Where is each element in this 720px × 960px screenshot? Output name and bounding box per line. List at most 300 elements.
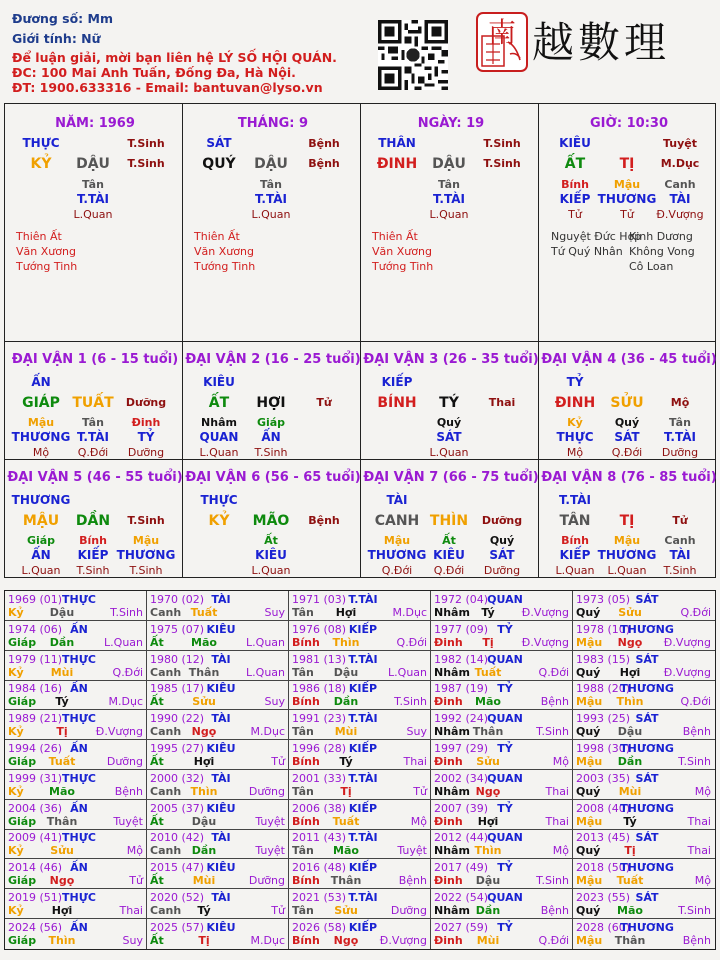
year-chi: Mùi bbox=[618, 784, 642, 798]
year-label: 2005 (37) bbox=[150, 801, 205, 815]
year-chi: Hợi bbox=[619, 665, 641, 679]
pillar-top-state: T.Sinh bbox=[483, 137, 521, 150]
year-cell[interactable] bbox=[289, 591, 431, 621]
year-cell[interactable] bbox=[573, 800, 715, 830]
year-cell[interactable] bbox=[431, 740, 573, 770]
year-cell[interactable] bbox=[573, 651, 715, 681]
year-cell[interactable] bbox=[147, 651, 289, 681]
year-chi: Ngọ bbox=[475, 784, 501, 798]
year-chi: Thân bbox=[472, 725, 504, 739]
year-star: TỶ bbox=[497, 861, 513, 875]
dai-van-can: MẬU bbox=[22, 513, 60, 529]
year-label: 2021 (53) bbox=[292, 891, 347, 904]
year-star: SÁT bbox=[635, 652, 659, 666]
pillar-chi-state: T.Sinh bbox=[483, 157, 521, 170]
year-cell[interactable] bbox=[147, 710, 289, 740]
year-state: Mộ bbox=[552, 755, 569, 768]
year-chi: Tị bbox=[624, 844, 636, 858]
dai-van-can: GIÁP bbox=[22, 395, 60, 411]
year-cell[interactable] bbox=[289, 651, 431, 681]
year-cell[interactable] bbox=[289, 889, 431, 919]
year-star: KIÊU bbox=[206, 920, 236, 934]
pillar-top-star: SÁT bbox=[206, 136, 232, 150]
year-chi: Tý bbox=[481, 606, 495, 619]
pillar-hidden-state: Tử bbox=[568, 208, 582, 221]
year-chi: Thìn bbox=[616, 695, 644, 709]
pillar-special-star: Thiên Ất bbox=[16, 230, 62, 243]
year-chi: Thân bbox=[188, 665, 220, 679]
year-star: QUAN bbox=[487, 712, 523, 726]
dai-van-hidden-can: Giáp bbox=[26, 534, 56, 547]
year-cell[interactable] bbox=[573, 770, 715, 800]
dai-van-hidden-can: Quý bbox=[489, 534, 515, 547]
year-state: Q.Đới bbox=[538, 933, 569, 947]
year-star: KIẾP bbox=[348, 742, 378, 755]
year-star: QUAN bbox=[487, 593, 523, 606]
year-state: T.Sinh bbox=[536, 725, 569, 739]
year-can: Canh bbox=[150, 904, 182, 917]
year-state: Q.Đới bbox=[680, 695, 711, 709]
year-can: Đinh bbox=[434, 814, 463, 828]
year-cell[interactable] bbox=[289, 770, 431, 800]
year-label: 1987 (19) bbox=[434, 682, 489, 696]
year-state: Đ.Vượng bbox=[521, 635, 569, 649]
year-label: 2006 (38) bbox=[292, 801, 347, 815]
dai-van-top-star: KIÊU bbox=[203, 375, 235, 389]
pillar-special-star: Tứ Quý Nhân bbox=[551, 245, 623, 258]
year-chi: Dần bbox=[333, 695, 359, 709]
year-cell[interactable] bbox=[5, 889, 147, 919]
year-cell[interactable] bbox=[289, 800, 431, 830]
year-cell[interactable] bbox=[5, 770, 147, 800]
dai-van-hidden-star: THƯƠNG bbox=[11, 430, 71, 444]
dai-van-hidden-can: Mậu bbox=[27, 416, 55, 429]
year-can: Tân bbox=[292, 784, 314, 798]
dai-van-hidden-star: KIÊU bbox=[433, 548, 465, 562]
year-cell[interactable] bbox=[573, 919, 715, 949]
year-star: THƯƠNG bbox=[620, 861, 674, 875]
year-cell[interactable] bbox=[431, 889, 573, 919]
year-cell[interactable] bbox=[431, 829, 573, 859]
year-label: 1981 (13) bbox=[292, 652, 347, 666]
dai-van-hidden-state: Q.Đới bbox=[611, 446, 643, 459]
year-can: Bính bbox=[292, 695, 320, 709]
dai-van-hidden-can: Mậu bbox=[613, 534, 641, 547]
year-label: 2010 (42) bbox=[150, 831, 205, 845]
year-cell[interactable] bbox=[147, 740, 289, 770]
year-state: Thai bbox=[687, 814, 711, 828]
year-cell[interactable] bbox=[147, 919, 289, 949]
dai-van-hidden-state: L.Quan bbox=[555, 564, 595, 577]
pillar-special-star: Văn Xương bbox=[16, 245, 76, 258]
year-chi: Thân bbox=[614, 933, 646, 947]
year-state: Bệnh bbox=[398, 874, 427, 888]
pillar-title: NĂM: 1969 bbox=[55, 116, 135, 131]
year-cell[interactable] bbox=[431, 591, 573, 621]
year-label: 2025 (57) bbox=[150, 920, 205, 934]
year-cell[interactable] bbox=[431, 621, 573, 651]
dai-van-hidden-state: Q.Đới bbox=[381, 564, 413, 577]
year-can: Mậu bbox=[576, 814, 603, 828]
year-star: QUAN bbox=[487, 891, 523, 904]
year-star: ẤN bbox=[70, 682, 88, 696]
pillar-special-star: Tướng Tinh bbox=[372, 260, 434, 273]
year-star: TÀI bbox=[211, 652, 231, 666]
year-chi: Hợi bbox=[51, 904, 73, 917]
dai-van-state: Mộ bbox=[670, 396, 690, 409]
year-chi: Dần bbox=[475, 904, 501, 917]
dai-van-hidden-state: Dưỡng bbox=[661, 446, 699, 459]
year-can: Giáp bbox=[8, 814, 37, 828]
year-label: 2028 (60) bbox=[576, 920, 631, 934]
year-cell[interactable] bbox=[289, 710, 431, 740]
pillar-hidden-star: THƯƠNG bbox=[597, 192, 657, 206]
year-can: Kỷ bbox=[8, 784, 24, 798]
year-chi: Tý bbox=[623, 814, 637, 828]
year-state: Tuyệt bbox=[113, 814, 143, 828]
year-chi: Dần bbox=[49, 635, 75, 649]
year-label: 2017 (49) bbox=[434, 861, 489, 875]
year-can: Giáp bbox=[8, 933, 37, 947]
year-label: 1996 (28) bbox=[292, 742, 347, 755]
year-state: Mộ bbox=[126, 844, 143, 858]
dai-van-can: CANH bbox=[374, 513, 420, 529]
year-star: ẤN bbox=[70, 742, 88, 755]
year-cell[interactable] bbox=[431, 859, 573, 889]
year-chi: Tuất bbox=[332, 814, 360, 828]
year-chi: Tuất bbox=[474, 665, 502, 679]
year-state: M.Dục bbox=[392, 606, 427, 619]
dai-van-state: Bệnh bbox=[308, 514, 340, 527]
year-can: Canh bbox=[150, 665, 182, 679]
dai-van-chi: TUẤT bbox=[72, 395, 114, 411]
year-cell[interactable] bbox=[431, 919, 573, 949]
year-cell[interactable] bbox=[147, 859, 289, 889]
year-star: THƯƠNG bbox=[620, 801, 674, 815]
year-label: 1970 (02) bbox=[150, 593, 205, 606]
year-can: Kỷ bbox=[8, 725, 24, 739]
year-can: Đinh bbox=[434, 874, 463, 888]
year-star: THỰC bbox=[62, 891, 96, 904]
year-label: 1983 (15) bbox=[576, 652, 631, 666]
dai-van-hidden-state: T.Sinh bbox=[129, 564, 163, 577]
dai-van-hidden-star: SÁT bbox=[614, 430, 640, 444]
year-chi: Tị bbox=[482, 635, 494, 649]
year-cell[interactable] bbox=[431, 710, 573, 740]
year-label: 1980 (12) bbox=[150, 652, 205, 666]
year-star: THỰC bbox=[62, 831, 96, 845]
year-cell[interactable] bbox=[147, 829, 289, 859]
year-label: 2014 (46) bbox=[8, 861, 63, 875]
dai-van-hidden-can: Đinh bbox=[131, 416, 161, 429]
year-can: Bính bbox=[292, 933, 320, 947]
year-chi: Mão bbox=[333, 844, 359, 858]
year-state: Suy bbox=[264, 695, 285, 709]
dai-van-hidden-star: ẤN bbox=[31, 548, 51, 562]
dai-van-can: TÂN bbox=[559, 513, 591, 529]
pillar-hidden-star: T.TÀI bbox=[433, 192, 465, 206]
year-star: SÁT bbox=[635, 831, 659, 845]
year-cell[interactable] bbox=[289, 680, 431, 710]
year-state: Bệnh bbox=[540, 695, 569, 709]
year-cell[interactable] bbox=[5, 621, 147, 651]
pillar-special-star: Văn Xương bbox=[372, 245, 432, 258]
year-label: 2024 (56) bbox=[8, 920, 63, 934]
dai-van-hidden-star: THỰC bbox=[556, 430, 594, 444]
year-cell[interactable] bbox=[289, 740, 431, 770]
year-state: Bệnh bbox=[682, 725, 711, 739]
year-cell[interactable] bbox=[573, 680, 715, 710]
year-cell[interactable] bbox=[431, 800, 573, 830]
year-label: 2019 (51) bbox=[8, 891, 63, 904]
pillar-top-state: Bệnh bbox=[308, 137, 340, 150]
year-label: 2007 (39) bbox=[434, 801, 489, 815]
year-chi: Thìn bbox=[332, 635, 360, 649]
dai-van-state: Dưỡng bbox=[481, 514, 523, 527]
year-label: 1995 (27) bbox=[150, 742, 205, 755]
year-can: Bính bbox=[292, 755, 320, 768]
year-label: 1990 (22) bbox=[150, 712, 205, 726]
pillar-special-star: Tướng Tinh bbox=[194, 260, 256, 273]
year-cell[interactable] bbox=[5, 829, 147, 859]
year-label: 1999 (31) bbox=[8, 771, 63, 785]
year-cell[interactable] bbox=[573, 621, 715, 651]
year-can: Mậu bbox=[576, 874, 603, 888]
year-cell[interactable] bbox=[5, 651, 147, 681]
year-cell[interactable] bbox=[5, 800, 147, 830]
dai-van-can: BÍNH bbox=[377, 395, 417, 411]
pillar-special-star: Thiên Ất bbox=[194, 230, 240, 243]
dai-van-hidden-can: Mậu bbox=[132, 534, 160, 547]
year-can: Quý bbox=[576, 665, 601, 679]
year-label: 1975 (07) bbox=[150, 622, 205, 636]
year-can: Nhâm bbox=[434, 725, 470, 739]
year-chi: Mão bbox=[49, 784, 75, 798]
dai-van-top-star: TÀI bbox=[386, 493, 408, 507]
year-can: Tân bbox=[292, 844, 314, 858]
pillar-hidden-can: Mậu bbox=[613, 178, 641, 191]
dai-van-title: ĐẠI VẬN 7 (66 - 75 tuổi) bbox=[363, 470, 539, 485]
dai-van-hidden-state: L.Quan bbox=[199, 446, 239, 459]
year-star: TỶ bbox=[497, 920, 513, 934]
pillar-special-star: Kinh Dương bbox=[629, 230, 693, 243]
pillar-hidden-state: L.Quan bbox=[429, 208, 469, 221]
dai-van-title: ĐẠI VẬN 4 (36 - 45 tuổi) bbox=[541, 352, 717, 367]
year-state: Q.Đới bbox=[538, 665, 569, 679]
year-cell[interactable] bbox=[147, 591, 289, 621]
dai-van-title: ĐẠI VẬN 8 (76 - 85 tuổi) bbox=[541, 470, 717, 485]
year-cell[interactable] bbox=[573, 859, 715, 889]
dai-van-can: KỶ bbox=[208, 513, 230, 529]
year-state: Mộ bbox=[694, 784, 711, 798]
year-label: 1984 (16) bbox=[8, 682, 63, 696]
dai-van-chi: DẦN bbox=[75, 513, 111, 529]
dai-van-hidden-star: THƯƠNG bbox=[367, 548, 427, 562]
year-chi: Dậu bbox=[475, 874, 501, 888]
year-chi: Mão bbox=[191, 635, 217, 649]
year-star: ẤN bbox=[70, 801, 88, 815]
dai-van-hidden-state: L.Quan bbox=[251, 564, 291, 577]
year-chi: Sửu bbox=[476, 755, 500, 768]
year-chi: Mùi bbox=[50, 665, 74, 679]
pillar-can: KỶ bbox=[30, 156, 52, 172]
year-cell[interactable] bbox=[5, 710, 147, 740]
year-cell[interactable] bbox=[573, 591, 715, 621]
year-can: Ất bbox=[150, 874, 164, 888]
year-cell[interactable] bbox=[289, 621, 431, 651]
year-state: Đ.Vượng bbox=[95, 725, 143, 739]
dai-van-hidden-can: Giáp bbox=[256, 416, 286, 429]
pillar-chi: TỊ bbox=[619, 156, 635, 172]
year-star: KIẾP bbox=[348, 801, 378, 815]
year-cell[interactable] bbox=[289, 859, 431, 889]
year-star: KIÊU bbox=[206, 682, 236, 696]
year-cell[interactable] bbox=[147, 800, 289, 830]
year-cell[interactable] bbox=[5, 680, 147, 710]
pillar-top-star: KIÊU bbox=[559, 136, 591, 150]
year-star: THƯƠNG bbox=[620, 920, 674, 934]
year-state: T.Sinh bbox=[394, 695, 427, 709]
year-can: Nhâm bbox=[434, 606, 470, 619]
year-can: Kỷ bbox=[8, 844, 24, 858]
dai-van-hidden-star: KIẾP bbox=[559, 548, 591, 562]
qr-code-icon[interactable] bbox=[378, 20, 448, 90]
dai-van-hidden-can: Tân bbox=[82, 416, 104, 429]
dai-van-hidden-star: TÀI bbox=[669, 548, 691, 562]
year-label: 2022 (54) bbox=[434, 891, 489, 904]
year-cell[interactable] bbox=[5, 919, 147, 949]
year-star: TỶ bbox=[497, 682, 513, 696]
year-label: 2012 (44) bbox=[434, 831, 489, 845]
year-label: 1982 (14) bbox=[434, 652, 489, 666]
svg-text:南: 南 bbox=[487, 16, 517, 49]
dai-van-hidden-star: T.TÀI bbox=[664, 430, 696, 444]
year-can: Quý bbox=[576, 725, 601, 739]
dai-van-can: ẤT bbox=[208, 395, 230, 411]
pillar-chi-state: M.Dục bbox=[660, 157, 700, 170]
pillar-title: NGÀY: 19 bbox=[417, 116, 485, 131]
dai-van-hidden-state: Mộ bbox=[566, 446, 584, 459]
year-can: Nhâm bbox=[434, 904, 470, 917]
pillar-special-star: Nguyệt Đức Hợp bbox=[551, 230, 642, 243]
dai-van-hidden-star: QUAN bbox=[199, 430, 239, 444]
year-label: 1993 (25) bbox=[576, 712, 631, 726]
year-can: Kỷ bbox=[8, 606, 24, 619]
pillar-hidden-can: Tân bbox=[260, 178, 282, 191]
year-label: 1986 (18) bbox=[292, 682, 347, 696]
year-star: THƯƠNG bbox=[620, 742, 674, 755]
year-star: T.TÀI bbox=[348, 712, 378, 726]
year-cell[interactable] bbox=[573, 889, 715, 919]
year-can: Canh bbox=[150, 784, 182, 798]
year-state: M.Dục bbox=[108, 695, 143, 709]
dai-van-hidden-can: Bính bbox=[561, 534, 589, 547]
year-chi: Tị bbox=[340, 784, 352, 798]
dai-van-can: ĐINH bbox=[554, 395, 596, 411]
year-state: T.Sinh bbox=[110, 606, 143, 619]
year-label: 2008 (40) bbox=[576, 801, 631, 815]
pillar-hidden-state: L.Quan bbox=[251, 208, 291, 221]
contact-line: Để luận giải, mời bạn liên hệ LÝ SỐ HỘI QUÁN. bbox=[12, 50, 337, 65]
year-cell[interactable] bbox=[289, 919, 431, 949]
year-star: TỶ bbox=[497, 742, 513, 755]
year-cell[interactable] bbox=[431, 680, 573, 710]
year-state: Tử bbox=[271, 904, 285, 917]
phone-email-line: ĐT: 1900.633316 - Email: bantuvan@lyso.vn bbox=[12, 80, 323, 95]
year-label: 2002 (34) bbox=[434, 771, 489, 785]
pillar-hidden-state: L.Quan bbox=[73, 208, 113, 221]
year-cell[interactable] bbox=[573, 710, 715, 740]
year-can: Nhâm bbox=[434, 665, 470, 679]
year-state: Dưỡng bbox=[248, 874, 285, 888]
dai-van-state: Tử bbox=[672, 514, 688, 527]
year-chi: Mùi bbox=[334, 725, 358, 739]
year-cell[interactable] bbox=[147, 680, 289, 710]
pillar-hidden-state: Đ.Vượng bbox=[656, 208, 704, 221]
year-cell[interactable] bbox=[431, 651, 573, 681]
year-cell[interactable] bbox=[147, 621, 289, 651]
year-cell[interactable] bbox=[431, 770, 573, 800]
year-can: Ất bbox=[150, 755, 164, 768]
year-label: 2001 (33) bbox=[292, 771, 347, 785]
year-cell[interactable] bbox=[573, 740, 715, 770]
pillar-hidden-can: Bính bbox=[561, 178, 589, 191]
dai-van-top-star: THỰC bbox=[200, 493, 238, 507]
year-star: TÀI bbox=[211, 771, 231, 785]
year-can: Bính bbox=[292, 814, 320, 828]
year-can: Canh bbox=[150, 844, 182, 858]
year-cell[interactable] bbox=[5, 740, 147, 770]
pillar-hidden-can: Canh bbox=[664, 178, 696, 191]
year-star: T.TÀI bbox=[348, 771, 378, 785]
dai-van-hidden-state: L.Quan bbox=[429, 446, 469, 459]
year-chi: Dần bbox=[617, 755, 643, 768]
year-chi: Sửu bbox=[50, 844, 74, 858]
year-cell[interactable] bbox=[147, 770, 289, 800]
year-can: Bính bbox=[292, 874, 320, 888]
year-can: Quý bbox=[576, 784, 601, 798]
year-cell[interactable] bbox=[5, 591, 147, 621]
address-line: ĐC: 100 Mai Anh Tuấn, Đống Đa, Hà Nội. bbox=[12, 65, 296, 80]
year-label: 1976 (08) bbox=[292, 622, 347, 636]
dai-van-title: ĐẠI VẬN 1 (6 - 15 tuổi) bbox=[11, 352, 179, 367]
year-can: Đinh bbox=[434, 933, 463, 947]
year-state: Thai bbox=[119, 904, 143, 917]
year-chi: Tý bbox=[197, 904, 211, 917]
year-state: Dưỡng bbox=[390, 904, 427, 917]
year-cell[interactable] bbox=[147, 889, 289, 919]
year-can: Quý bbox=[576, 844, 601, 858]
year-label: 1992 (24) bbox=[434, 712, 489, 726]
year-label: 1974 (06) bbox=[8, 622, 63, 636]
year-label: 1997 (29) bbox=[434, 742, 489, 755]
dai-van-hidden-star: TỶ bbox=[137, 430, 155, 444]
year-cell[interactable] bbox=[289, 829, 431, 859]
year-chi: Mùi bbox=[192, 874, 216, 888]
year-cell[interactable] bbox=[573, 829, 715, 859]
year-chi: Mão bbox=[617, 904, 643, 917]
year-label: 1972 (04) bbox=[434, 593, 489, 606]
year-cell[interactable] bbox=[5, 859, 147, 889]
chart-grid bbox=[4, 103, 716, 578]
pillar-hidden-star: KIẾP bbox=[559, 192, 591, 206]
dai-van-hidden-star: ẤN bbox=[261, 430, 281, 444]
year-can: Canh bbox=[150, 606, 182, 619]
year-state: M.Dục bbox=[250, 933, 285, 947]
year-star: KIÊU bbox=[206, 801, 236, 815]
year-state: Tuyệt bbox=[397, 844, 427, 858]
year-star: KIẾP bbox=[348, 622, 378, 636]
